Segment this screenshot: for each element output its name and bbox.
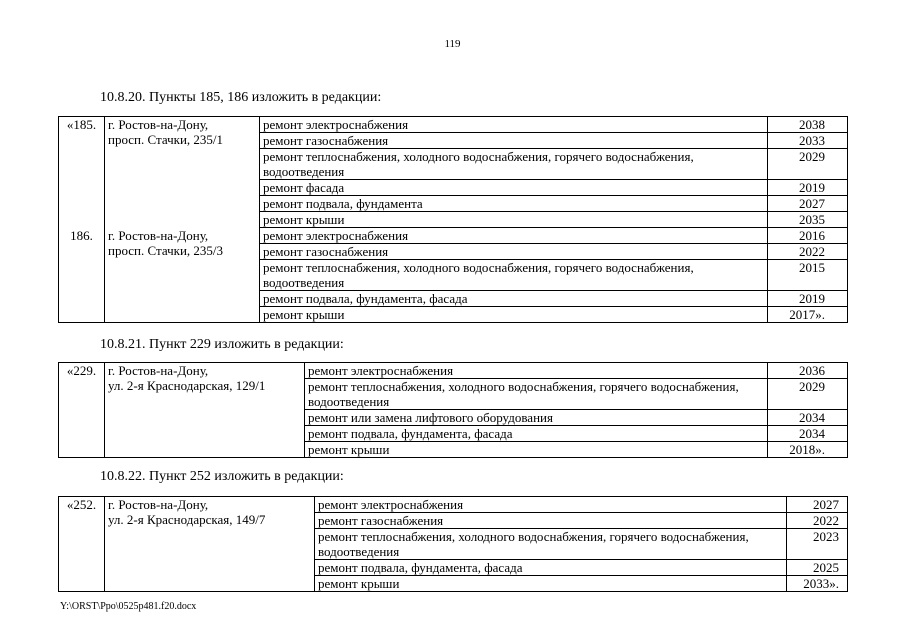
year-cell: 2022 — [787, 513, 848, 529]
table-row — [59, 497, 848, 513]
address-cell — [105, 117, 260, 228]
section-heading-10-8-22: 10.8.22. Пункт 252 изложить в редакции: — [100, 469, 344, 484]
year-cell: 2038 — [768, 117, 848, 133]
item-number: 186. — [59, 228, 105, 323]
work-cell: ремонт газоснабжения — [260, 244, 768, 260]
work-cell: ремонт электроснабжения — [305, 363, 768, 379]
address-line: г. Ростов-на-Дону, — [108, 227, 209, 243]
address-line: просп. Стачки, 235/3 — [108, 242, 224, 258]
year-cell: 2018». — [768, 442, 848, 458]
section-heading-10-8-21: 10.8.21. Пункт 229 изложить в редакции: — [100, 337, 344, 352]
work-cell: ремонт фасада — [260, 180, 768, 196]
address-cell — [105, 497, 315, 592]
address-line: просп. Стачки, 235/1 — [108, 132, 224, 147]
work-cell: ремонт электроснабжения — [260, 228, 768, 244]
table-row — [59, 117, 848, 133]
year-cell: 2023 — [787, 529, 848, 560]
work-cell: ремонт теплоснабжения, холодного водоснабжения, горячего водоснабжения, водоотведения — [315, 529, 787, 560]
section-heading-10-8-20: 10.8.20. Пункты 185, 186 изложить в редакции: — [100, 90, 382, 105]
work-cell: ремонт газоснабжения — [260, 133, 768, 149]
item-number: «229. — [59, 363, 105, 458]
work-cell: ремонт крыши — [315, 576, 787, 592]
work-cell: ремонт подвала, фундамента, фасада — [305, 426, 768, 442]
work-cell: ремонт крыши — [260, 212, 768, 228]
address-cell — [105, 363, 305, 458]
work-cell: ремонт теплоснабжения, холодного водоснабжения, горячего водоснабжения, водоотведения — [260, 149, 768, 180]
year-cell: 2027 — [787, 497, 848, 513]
address-line: ул. 2-я Краснодарская, 149/7 — [108, 512, 266, 527]
work-cell: ремонт теплоснабжения, холодного водоснабжения, горячего водоснабжения, водоотведения — [260, 260, 768, 291]
work-cell: ремонт крыши — [260, 307, 768, 323]
year-cell: 2019 — [768, 291, 848, 307]
schedule-table-252 — [58, 496, 848, 592]
item-number: «185. — [59, 117, 105, 228]
work-cell: ремонт крыши — [305, 442, 768, 458]
page-number: 119 — [444, 38, 461, 50]
table-row — [59, 228, 848, 244]
year-cell: 2027 — [768, 196, 848, 212]
schedule-table-185-186 — [58, 116, 848, 323]
work-cell: ремонт подвала, фундамента, фасада — [260, 291, 768, 307]
schedule-table-229 — [58, 362, 848, 458]
year-cell: 2035 — [768, 212, 848, 228]
address-line: г. Ростов-на-Дону, — [108, 363, 209, 378]
item-number: «252. — [59, 497, 105, 592]
address-line: г. Ростов-на-Дону, — [108, 497, 209, 512]
year-cell: 2016 — [768, 228, 848, 244]
year-cell: 2017». — [768, 307, 848, 323]
year-cell: 2036 — [768, 363, 848, 379]
year-cell: 2022 — [768, 244, 848, 260]
year-cell: 2029 — [768, 379, 848, 410]
address-line: г. Ростов-на-Дону, — [108, 117, 209, 132]
work-cell: ремонт теплоснабжения, холодного водоснабжения, горячего водоснабжения, водоотведения — [305, 379, 768, 410]
work-cell: ремонт или замена лифтового оборудования — [305, 410, 768, 426]
year-cell: 2033». — [787, 576, 848, 592]
work-cell: ремонт электроснабжения — [315, 497, 787, 513]
work-cell: ремонт газоснабжения — [315, 513, 787, 529]
file-path-footer: Y:\ORST\Ppo\0525p481.f20.docx — [60, 601, 197, 612]
year-cell: 2015 — [768, 260, 848, 291]
work-cell: ремонт электроснабжения — [260, 117, 768, 133]
year-cell: 2034 — [768, 426, 848, 442]
table-row — [59, 363, 848, 379]
address-cell — [105, 228, 260, 323]
work-cell: ремонт подвала, фундамента, фасада — [315, 560, 787, 576]
year-cell: 2019 — [768, 180, 848, 196]
year-cell: 2025 — [787, 560, 848, 576]
year-cell: 2034 — [768, 410, 848, 426]
year-cell: 2029 — [768, 149, 848, 180]
address-line: ул. 2-я Краснодарская, 129/1 — [108, 378, 266, 393]
work-cell: ремонт подвала, фундамента — [260, 196, 768, 212]
year-cell: 2033 — [768, 133, 848, 149]
